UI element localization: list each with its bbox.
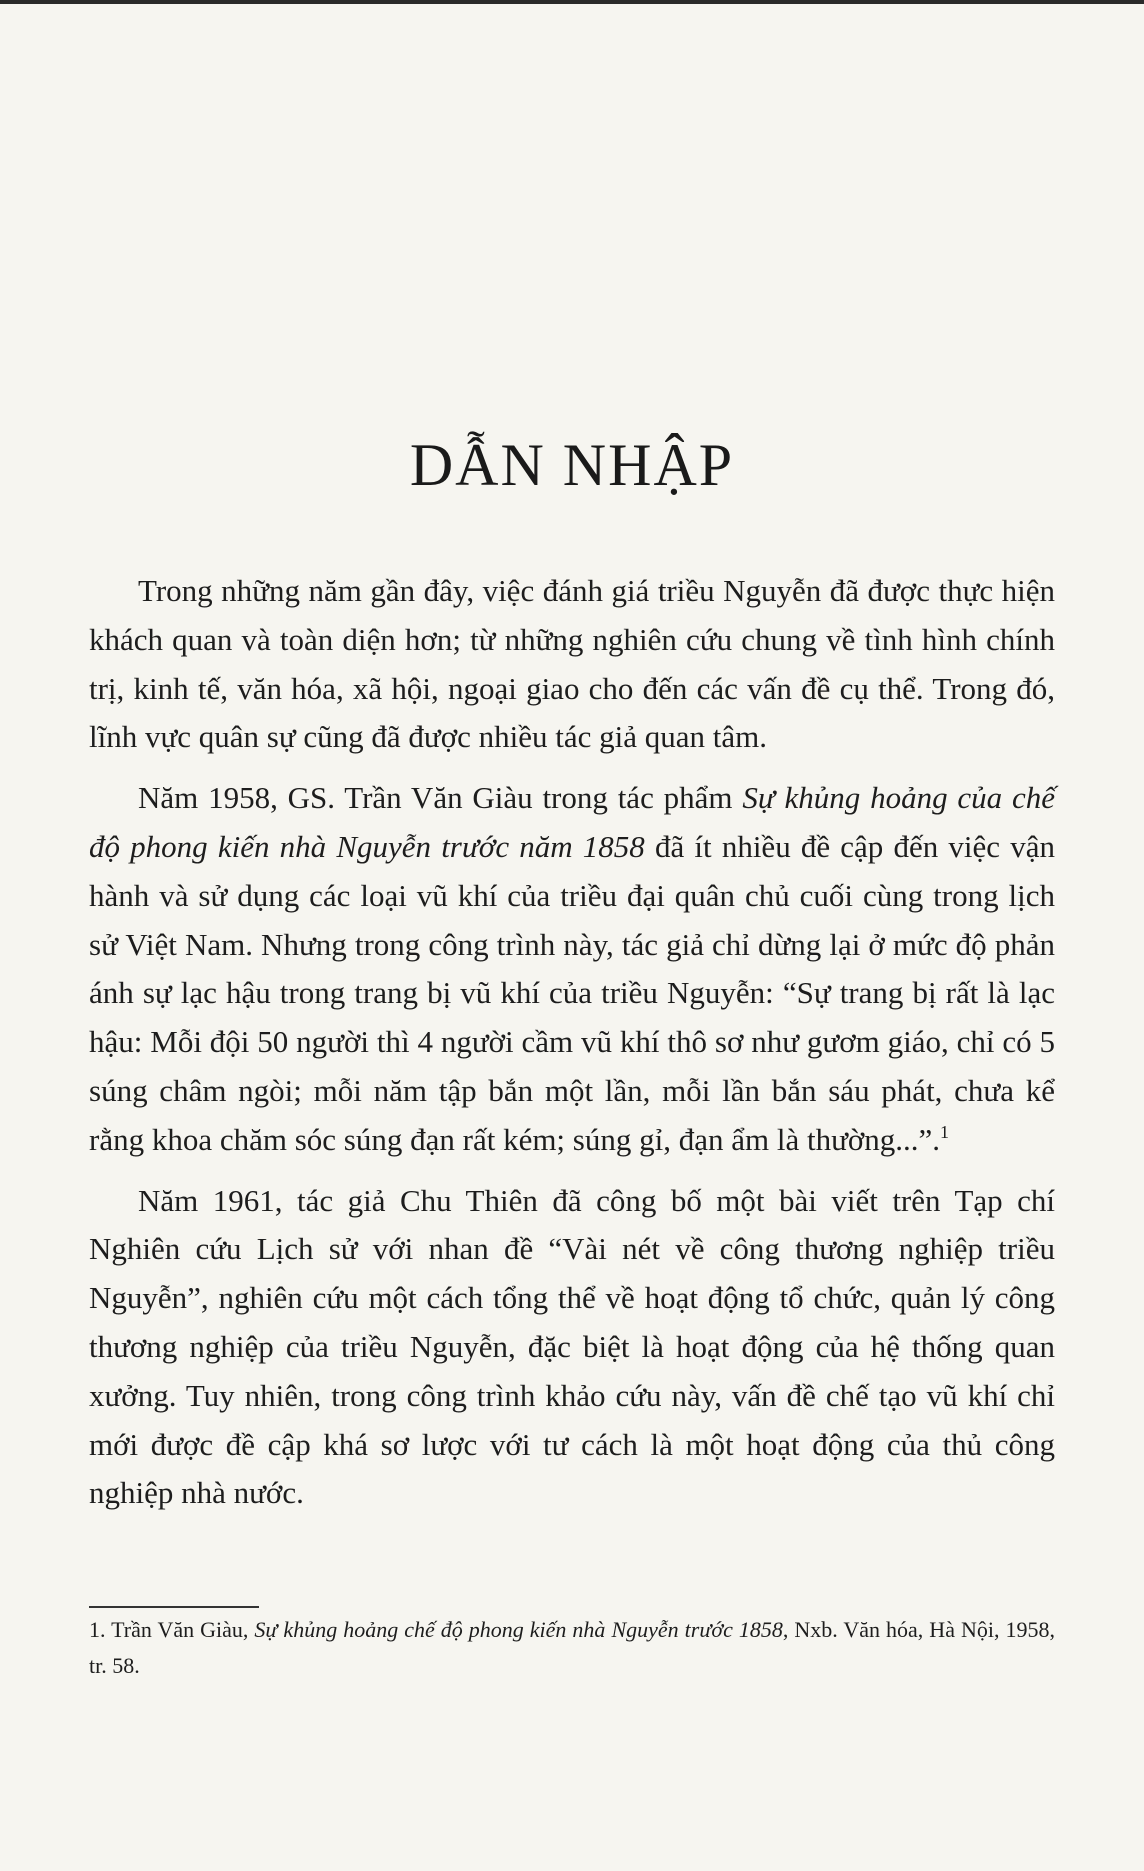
paragraph-2 <box>89 774 1055 1164</box>
paragraph-2-body: đã ít nhiều đề cập đến việc vận hành và sử dụng các loại vũ khí của triều đại quân chủ cuối cùng trong lịch sử Việt Nam. Nhưng trong công trình này, tác giả chỉ dừng lại ở mức độ phản ánh sự lạc hậu trong trang bị vũ khí của triều Nguyễn: “Sự trang bị rất là lạc hậu: Mỗi đội 50 người thì 4 người cầm vũ khí thô sơ như gươm giáo, chỉ có 5 súng châm ngòi; mỗi năm tập bắn một lần, mỗi lần bắn sáu phát, chưa kể rằng khoa chăm sóc súng đạn rất kém; súng gỉ, đạn ẩm là thường...”. <box>89 828 1055 1157</box>
footnote-author: Trần Văn Giàu, <box>105 1617 255 1642</box>
footnote-section <box>89 1612 1055 1684</box>
top-border-line <box>0 0 1144 4</box>
paragraph-2-lead: Năm 1958, GS. Trần Văn Giàu trong tác phẩm <box>138 780 743 816</box>
chapter-title: DẪN NHẬP <box>409 432 735 498</box>
footnote-reference[interactable]: 1 <box>940 1121 950 1142</box>
footnote-title: Sự khủng hoảng chế độ phong kiến nhà Nguyễn trước 1858 <box>254 1617 783 1642</box>
footnote-1 <box>89 1612 1055 1684</box>
body-text <box>89 567 1055 1518</box>
footnote-publication: , Nxb. Văn hóa, Hà Nội, 1958, tr. 58. <box>89 1617 1055 1678</box>
paragraph-3: Năm 1961, tác giả Chu Thiên đã công bố một bài viết trên Tạp chí Nghiên cứu Lịch sử với nhan đề “Vài nét về công thương nghiệp triều Nguyễn”, nghiên cứu một cách tổng thể về hoạt động tổ chức, quản lý công thương nghiệp của triều Nguyễn, đặc biệt là hoạt động của hệ thống quan xưởng. Tuy nhiên, trong công trình khảo cứu này, vấn đề chế tạo vũ khí chỉ mới được đề cập khá sơ lược với tư cách là một hoạt động của thủ công nghiệp nhà nước. <box>89 1182 1055 1511</box>
footnote-divider <box>89 1606 259 1608</box>
footnote-number: 1. <box>89 1617 106 1642</box>
paragraph-1: Trong những năm gần đây, việc đánh giá triều Nguyễn đã được thực hiện khách quan và toàn diện hơn; từ những nghiên cứu chung về tình hình chính trị, kinh tế, văn hóa, xã hội, ngoại giao cho đến các vấn đề cụ thể. Trong đó, lĩnh vực quân sự cũng đã được nhiều tác giả quan tâm. <box>89 573 1055 755</box>
work-title: Sự khủng hoảng của chế độ phong kiến nhà Nguyễn trước năm 1858 <box>89 780 1055 864</box>
